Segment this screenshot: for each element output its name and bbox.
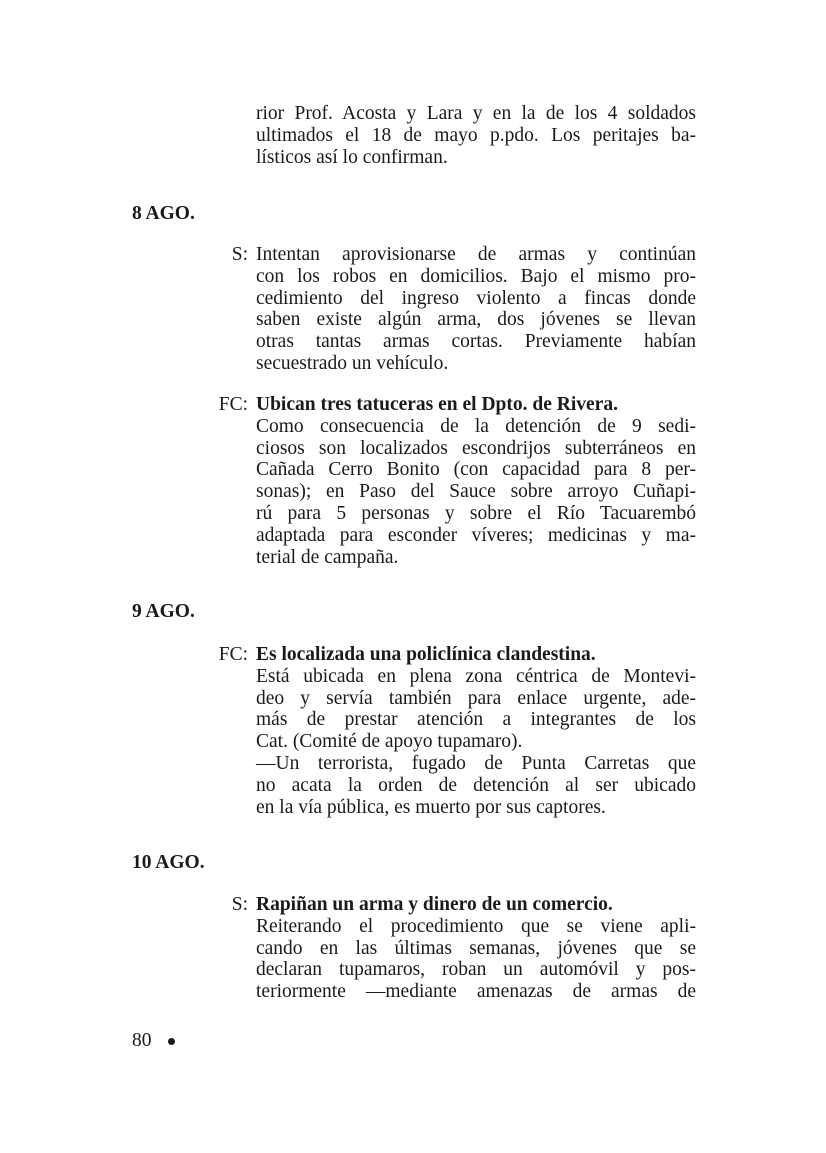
entry-8-ago-fc: [256, 394, 696, 568]
text-line: rior Prof. Acosta y Lara y en la de los 4 soldados: [256, 103, 696, 124]
text-line: —Un terrorista, fugado de Punta Carretas que: [256, 752, 696, 774]
entry-9-ago-fc: [256, 644, 696, 818]
entry-code-s: S:: [231, 244, 248, 265]
text-line: ultimados el 18 de mayo p.pdo. Los peritajes ba-: [256, 124, 696, 146]
entry-heading: Es localizada una policlínica clandestina.: [256, 644, 596, 665]
text-line: lísticos así lo confirman.: [256, 146, 448, 168]
text-line: más de prestar atención a integrantes de los: [256, 709, 696, 731]
entry-8-ago-s: [256, 244, 696, 375]
text-line: cando en las últimas semanas, jóvenes que se: [256, 937, 696, 959]
text-line: Está ubicada en plena zona céntrica de Montevi-: [256, 665, 696, 687]
text-line: Cat. (Comité de apoyo tupamaro).: [256, 731, 523, 753]
text-line: sonas); en Paso del Sauce sobre arroyo Cuñapi-: [256, 481, 696, 503]
text-line: Cañada Cerro Bonito (con capacidad para 8 per-: [256, 459, 696, 481]
text-line: ciosos son localizados escondrijos subterráneos en: [256, 437, 696, 459]
intro-paragraph: [256, 103, 696, 168]
text-line: adaptada para esconder víveres; medicinas y ma-: [256, 524, 696, 546]
entry-heading: Ubican tres tatuceras en el Dpto. de Rivera.: [256, 394, 618, 415]
date-heading-8-ago: 8 AGO.: [132, 203, 195, 224]
entry-10-ago-s: [256, 894, 696, 1003]
text-line: terial de campaña.: [256, 546, 399, 568]
entry-code-s: S:: [231, 894, 248, 915]
text-line: declaran tupamaros, roban un automóvil y pos-: [256, 959, 696, 981]
text-line: no acata la orden de detención al ser ubicado: [256, 774, 696, 796]
page-number: 80: [132, 1030, 152, 1051]
text-line: Como consecuencia de la detención de 9 sedi-: [256, 415, 696, 437]
text-line: en la vía pública, es muerto por sus captores.: [256, 796, 606, 818]
entry-code-fc: FC:: [218, 644, 248, 665]
text-line: secuestrado un vehículo.: [256, 352, 449, 374]
page-footer: [132, 1030, 175, 1052]
bullet-dot-icon: [168, 1038, 175, 1045]
text-line: deo y servía también para enlace urgente, ade-: [256, 687, 696, 709]
entry-heading: Rapiñan un arma y dinero de un comercio.: [256, 894, 613, 915]
date-heading-9-ago: 9 AGO.: [132, 601, 195, 622]
text-line: Reiterando el procedimiento que se viene apli-: [256, 915, 696, 937]
text-line: cedimiento del ingreso violento a fincas donde: [256, 287, 696, 309]
text-line: saben existe algún arma, dos jóvenes se llevan: [256, 309, 696, 331]
text-line: teriormente —mediante amenazas de armas de: [256, 981, 696, 1003]
text-line: otras tantas armas cortas. Previamente habían: [256, 331, 696, 353]
text-line: con los robos en domicilios. Bajo el mismo pro-: [256, 265, 696, 287]
date-heading-10-ago: 10 AGO.: [132, 852, 205, 873]
entry-code-fc: FC:: [218, 394, 248, 415]
text-line: Intentan aprovisionarse de armas y continúan: [256, 244, 696, 265]
text-line: rú para 5 personas y sobre el Río Tacuarembó: [256, 502, 696, 524]
